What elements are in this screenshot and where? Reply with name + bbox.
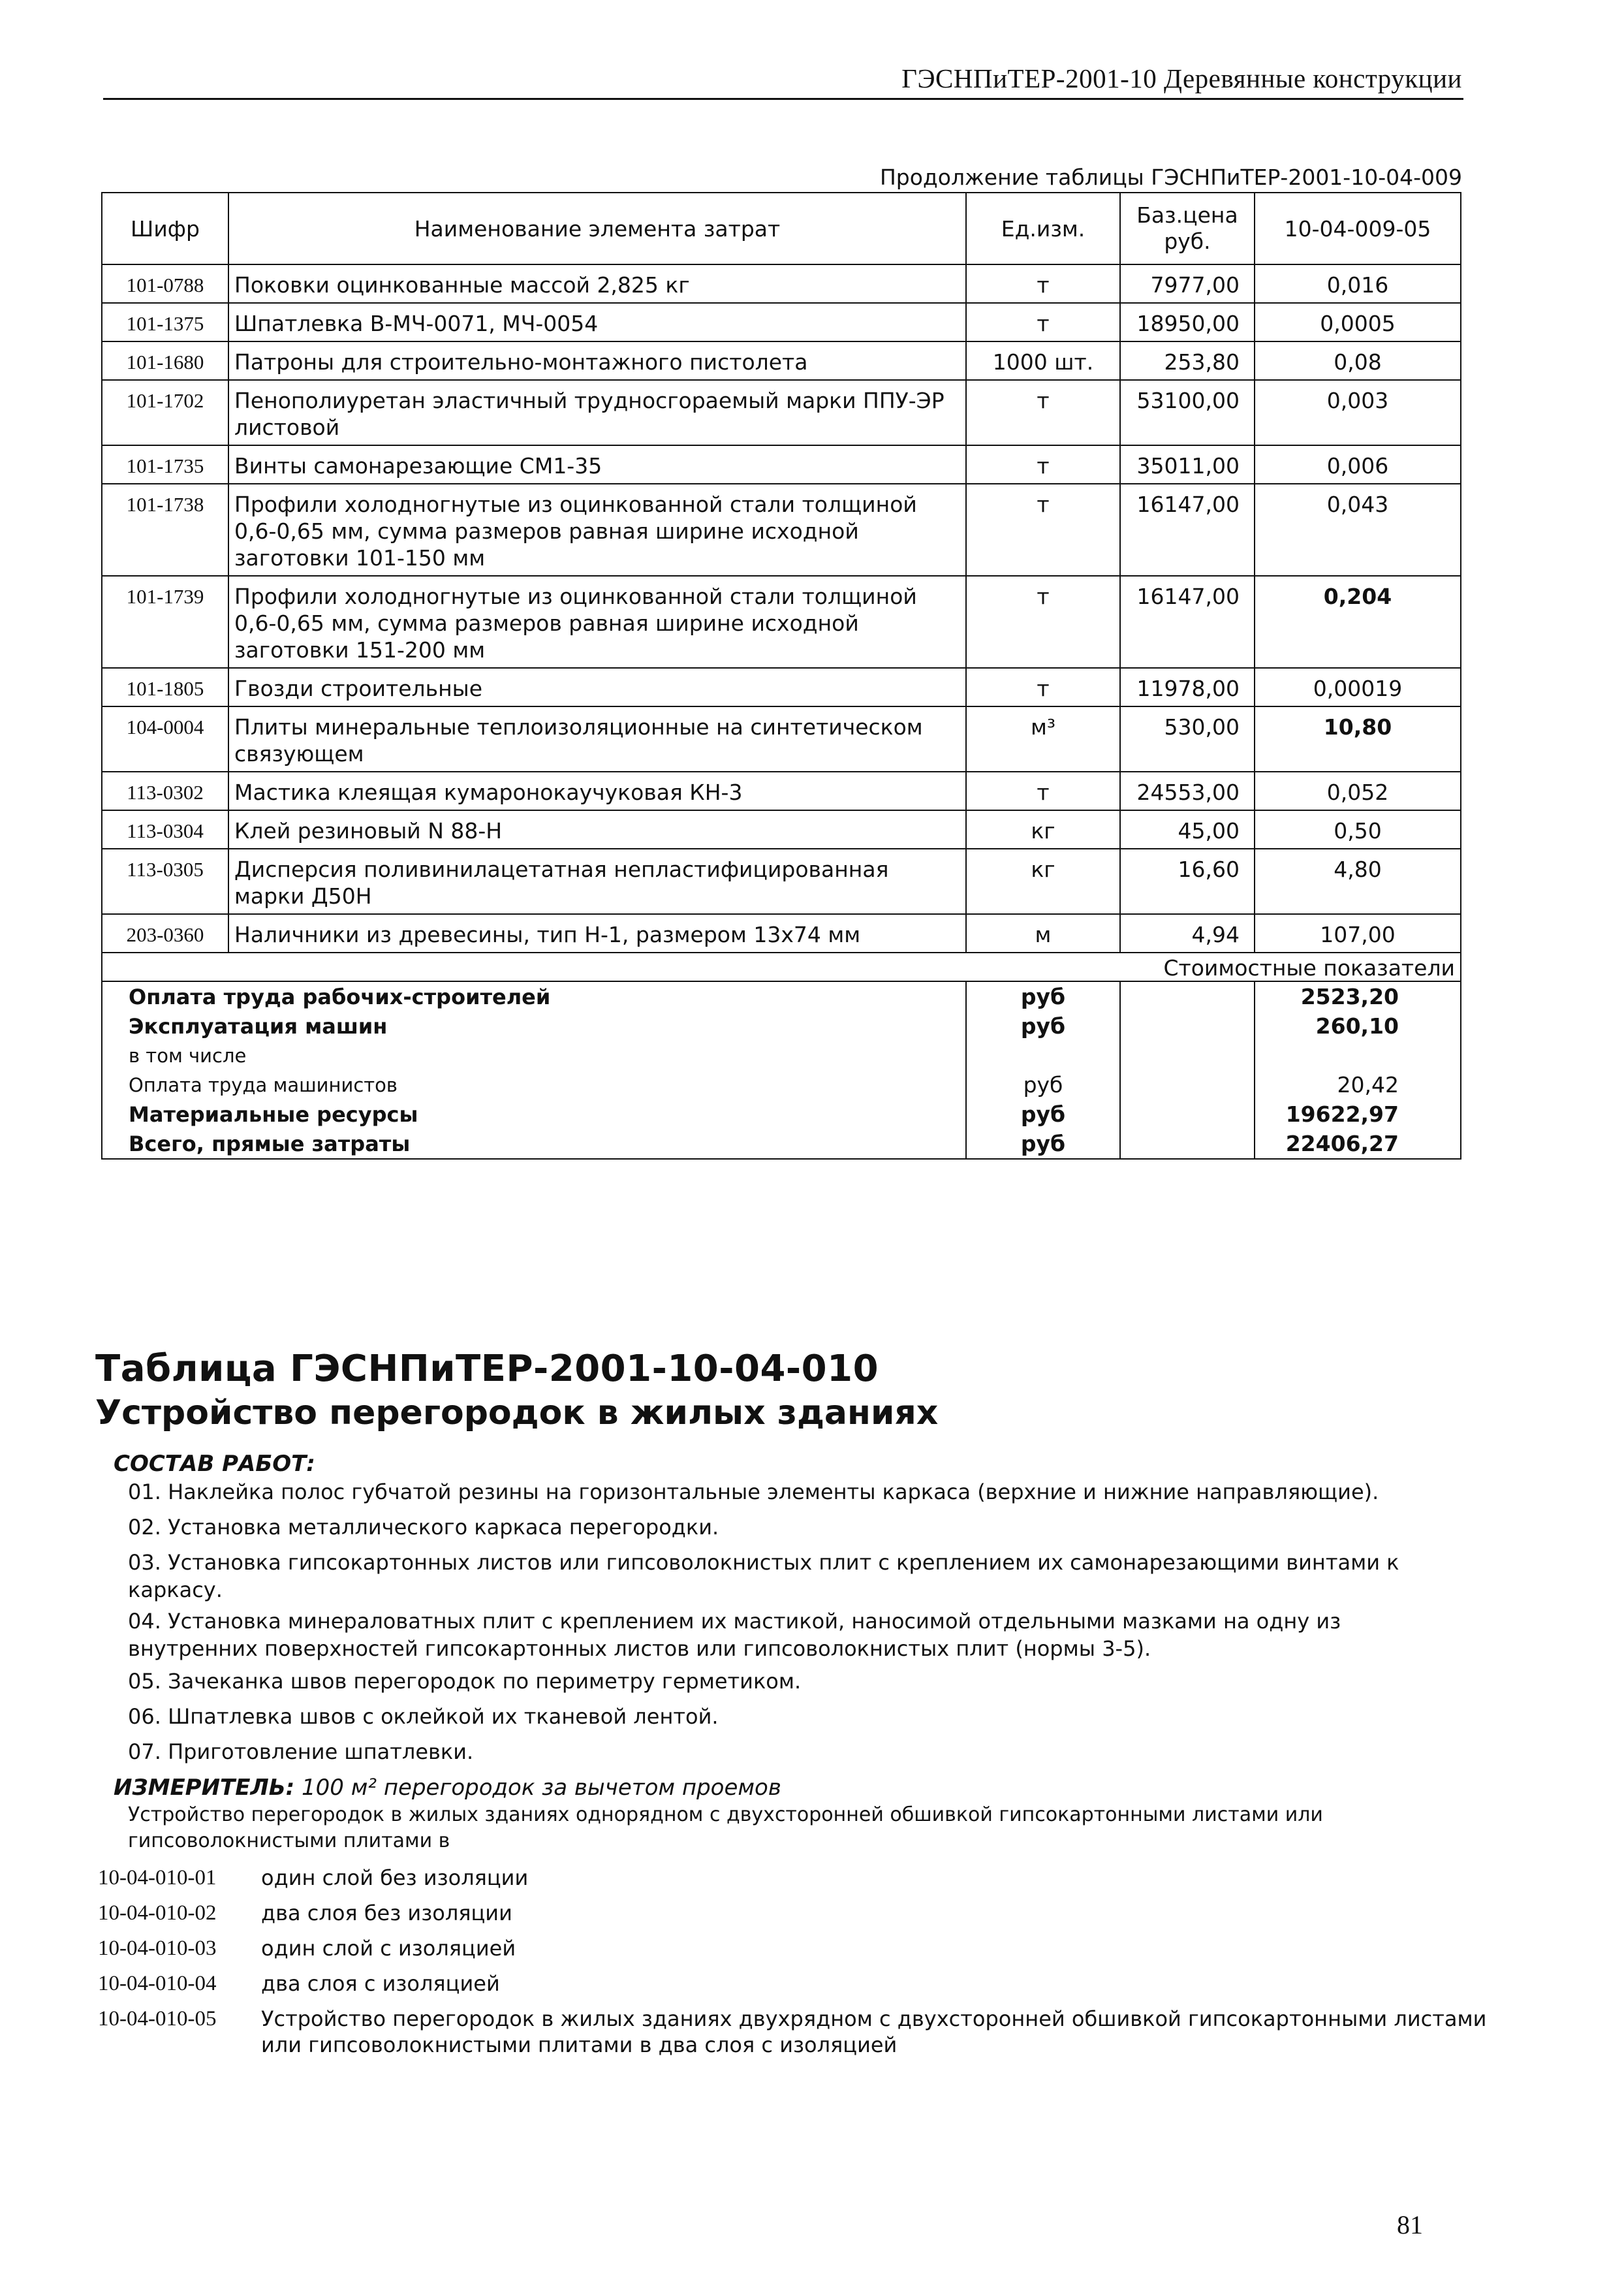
col-header-norm: 10-04-009-05	[1255, 193, 1461, 264]
cost-row	[102, 1099, 1461, 1129]
cell-name: Плиты минеральные теплоизоляционные на синтетическом связующем	[228, 706, 966, 772]
header-rule	[103, 98, 1463, 100]
work-item-06: 06. Шпатлевка швов с оклейкой их тканевой лентой.	[128, 1704, 719, 1729]
cost-empty-cell	[1120, 1099, 1255, 1129]
cost-value: 2523,20	[1255, 981, 1461, 1011]
work-item-02: 02. Установка металлического каркаса перегородки.	[128, 1515, 719, 1540]
cell-price: 16147,00	[1120, 576, 1255, 668]
running-header: ГЭСНПиТЕР-2001-10 Деревянные конструкции	[901, 63, 1462, 93]
table-row	[102, 264, 1461, 303]
cell-unit: кг	[966, 810, 1120, 849]
cell-name: Дисперсия поливинилацетатная непластифицированная марки Д50Н	[228, 849, 966, 914]
variants-intro: Устройство перегородок в жилых зданиях однорядном с двухсторонней обшивкой гипсокартонными листами или гипсоволокнистыми плитами в	[128, 1803, 1323, 1852]
cell-price: 530,00	[1120, 706, 1255, 772]
cell-code: 113-0304	[102, 810, 228, 849]
variant-text: два слоя с изоляцией	[261, 1971, 500, 1996]
works-heading: СОСТАВ РАБОТ:	[114, 1451, 315, 1477]
cell-qty: 0,016	[1255, 264, 1461, 303]
cell-qty: 0,052	[1255, 772, 1461, 810]
cost-row	[102, 1070, 1461, 1099]
cell-qty: 0,0005	[1255, 303, 1461, 341]
cell-name: Поковки оцинкованные массой 2,825 кг	[228, 264, 966, 303]
cell-qty: 107,00	[1255, 914, 1461, 953]
table-body	[102, 264, 1461, 953]
table-row	[102, 810, 1461, 849]
cell-name: Винты самонарезающие СМ1-35	[228, 445, 966, 484]
cell-unit: 1000 шт.	[966, 341, 1120, 380]
cost-unit: руб	[966, 981, 1120, 1011]
cell-qty: 0,006	[1255, 445, 1461, 484]
cell-code: 101-0788	[102, 264, 228, 303]
continuation-caption: Продолжение таблицы ГЭСНПиТЕР-2001-10-04-009	[879, 165, 1462, 190]
cell-code: 101-1738	[102, 484, 228, 576]
cost-unit: руб	[966, 1070, 1120, 1099]
table-row	[102, 668, 1461, 706]
cell-code: 113-0302	[102, 772, 228, 810]
table-row	[102, 445, 1461, 484]
cost-value: 22406,27	[1255, 1129, 1461, 1159]
table-row	[102, 772, 1461, 810]
work-item-04: 04. Установка минераловатных плит с креплением их мастикой, наносимой отдельными мазками на одну из внутренних поверхностей гипсокартонных листов или гипсоволокнистых плит (нормы 3-5).	[128, 1609, 1341, 1661]
variant-text: один слой без изоляции	[261, 1865, 529, 1890]
cell-name: Шпатлевка В-МЧ-0071, МЧ-0054	[228, 303, 966, 341]
cell-qty: 0,50	[1255, 810, 1461, 849]
table-row	[102, 914, 1461, 953]
cost-empty-cell	[1120, 1129, 1255, 1159]
resources-table	[101, 192, 1461, 1160]
cost-empty-cell	[1120, 981, 1255, 1011]
cost-body	[102, 981, 1461, 1159]
table-row	[102, 706, 1461, 772]
cost-unit: руб	[966, 1099, 1120, 1129]
variant-code: 10-04-010-03	[98, 1937, 217, 1960]
cell-price: 35011,00	[1120, 445, 1255, 484]
cost-unit: руб	[966, 1129, 1120, 1159]
table-subtitle: Устройство перегородок в жилых зданиях	[95, 1393, 939, 1432]
cost-header: Стоимостные показатели	[102, 953, 1461, 981]
work-item-03: 03. Установка гипсокартонных листов или гипсоволокнистых плит с креплением их самонарезающими винтами к каркасу.	[128, 1550, 1399, 1602]
cell-name: Патроны для строительно-монтажного пистолета	[228, 341, 966, 380]
cell-name: Клей резиновый N 88-Н	[228, 810, 966, 849]
meter-line	[114, 1775, 781, 1801]
cell-qty: 0,204	[1255, 576, 1461, 668]
variant-text: один слой с изоляцией	[261, 1936, 516, 1961]
cell-unit: т	[966, 484, 1120, 576]
cell-price: 18950,00	[1120, 303, 1255, 341]
col-header-price: Баз.цена руб.	[1120, 193, 1255, 264]
variant-code: 10-04-010-01	[98, 1866, 217, 1890]
col-header-code: Шифр	[102, 193, 228, 264]
cell-price: 4,94	[1120, 914, 1255, 953]
cost-empty-cell	[1120, 1011, 1255, 1041]
cell-unit: т	[966, 772, 1120, 810]
cell-code: 113-0305	[102, 849, 228, 914]
cell-name: Профили холодногнутые из оцинкованной стали толщиной 0,6-0,65 мм, сумма размеров равная ширине исходной заготовки 101-150 мм	[228, 484, 966, 576]
cost-row	[102, 981, 1461, 1011]
cost-row	[102, 1041, 1461, 1070]
cell-unit: м	[966, 914, 1120, 953]
cost-row	[102, 1129, 1461, 1159]
table-header-row	[102, 193, 1461, 264]
variant-text: Устройство перегородок в жилых зданиях двухрядном с двухсторонней обшивкой гипсокартонными листами или гипсоволокнистыми плитами в два слоя с изоляцией	[261, 2006, 1487, 2057]
col-header-name: Наименование элемента затрат	[228, 193, 966, 264]
cost-unit	[966, 1041, 1120, 1070]
cell-qty: 4,80	[1255, 849, 1461, 914]
cell-code: 101-1680	[102, 341, 228, 380]
col-header-unit: Ед.изм.	[966, 193, 1120, 264]
cell-unit: т	[966, 303, 1120, 341]
cell-price: 24553,00	[1120, 772, 1255, 810]
cost-label: Материальные ресурсы	[102, 1099, 966, 1129]
cell-unit: т	[966, 445, 1120, 484]
cell-code: 203-0360	[102, 914, 228, 953]
cell-code: 101-1739	[102, 576, 228, 668]
table-title: Таблица ГЭСНПиТЕР-2001-10-04-010	[95, 1348, 879, 1390]
cell-price: 45,00	[1120, 810, 1255, 849]
table-row	[102, 303, 1461, 341]
table-row	[102, 849, 1461, 914]
cell-qty: 0,043	[1255, 484, 1461, 576]
cell-qty: 0,08	[1255, 341, 1461, 380]
cell-price: 253,80	[1120, 341, 1255, 380]
work-item-07: 07. Приготовление шпатлевки.	[128, 1739, 474, 1764]
cell-code: 101-1375	[102, 303, 228, 341]
cell-unit: т	[966, 668, 1120, 706]
cost-header-row	[102, 953, 1461, 981]
cell-price: 16147,00	[1120, 484, 1255, 576]
cell-price: 11978,00	[1120, 668, 1255, 706]
cell-price: 16,60	[1120, 849, 1255, 914]
cell-name: Пенополиуретан эластичный трудносгораемый марки ППУ-ЭР листовой	[228, 380, 966, 445]
cost-label: Оплата труда машинистов	[102, 1070, 966, 1099]
work-item-05: 05. Зачеканка швов перегородок по периметру герметиком.	[128, 1669, 802, 1694]
cost-label: Всего, прямые затраты	[102, 1129, 966, 1159]
page-number: 81	[1397, 2210, 1423, 2239]
work-item-01: 01. Наклейка полос губчатой резины на горизонтальные элементы каркаса (верхние и нижние направляющие).	[128, 1479, 1379, 1504]
table-row	[102, 380, 1461, 445]
cell-unit: м³	[966, 706, 1120, 772]
cost-label: в том числе	[102, 1041, 966, 1070]
meter-value: 100 м² перегородок за вычетом проемов	[302, 1775, 781, 1801]
cost-row	[102, 1011, 1461, 1041]
cell-qty: 0,003	[1255, 380, 1461, 445]
cell-qty: 10,80	[1255, 706, 1461, 772]
cell-code: 101-1805	[102, 668, 228, 706]
table-row	[102, 484, 1461, 576]
cell-name: Гвозди строительные	[228, 668, 966, 706]
cell-code: 101-1735	[102, 445, 228, 484]
cost-empty-cell	[1120, 1041, 1255, 1070]
cost-label: Оплата труда рабочих-строителей	[102, 981, 966, 1011]
variant-text: два слоя без изоляции	[261, 1901, 512, 1925]
table-row	[102, 341, 1461, 380]
cost-value	[1255, 1041, 1461, 1070]
cell-name: Наличники из древесины, тип Н-1, размером 13х74 мм	[228, 914, 966, 953]
cell-price: 53100,00	[1120, 380, 1255, 445]
cell-code: 104-0004	[102, 706, 228, 772]
cell-unit: т	[966, 380, 1120, 445]
cell-name: Профили холодногнутые из оцинкованной стали толщиной 0,6-0,65 мм, сумма размеров равная ширине исходной заготовки 151-200 мм	[228, 576, 966, 668]
cell-qty: 0,00019	[1255, 668, 1461, 706]
cost-value: 260,10	[1255, 1011, 1461, 1041]
cell-name: Мастика клеящая кумаронокаучуковая КН-3	[228, 772, 966, 810]
cost-empty-cell	[1120, 1070, 1255, 1099]
cost-unit: руб	[966, 1011, 1120, 1041]
variant-code: 10-04-010-04	[98, 1972, 217, 1995]
cell-code: 101-1702	[102, 380, 228, 445]
cost-section	[102, 953, 1461, 981]
variant-code: 10-04-010-02	[98, 1901, 217, 1925]
variant-code: 10-04-010-05	[98, 2007, 217, 2031]
table-row	[102, 576, 1461, 668]
cost-value: 19622,97	[1255, 1099, 1461, 1129]
cell-unit: кг	[966, 849, 1120, 914]
cell-unit: т	[966, 576, 1120, 668]
cost-value: 20,42	[1255, 1070, 1461, 1099]
cell-unit: т	[966, 264, 1120, 303]
meter-label: ИЗМЕРИТЕЛЬ:	[114, 1775, 295, 1801]
cell-price: 7977,00	[1120, 264, 1255, 303]
cost-label: Эксплуатация машин	[102, 1011, 966, 1041]
